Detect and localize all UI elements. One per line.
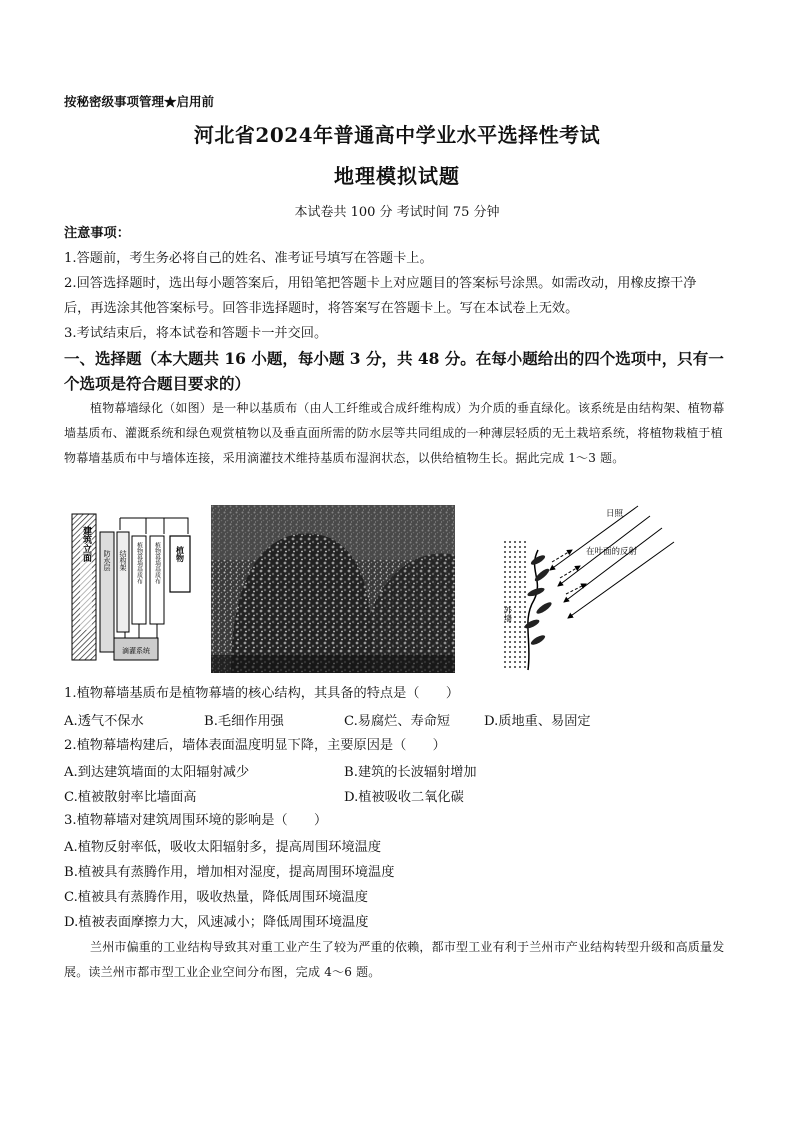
question-1-stem: 1.植物幕墙基质布是植物幕墙的核心结构，其具备的特点是（ ） — [64, 686, 460, 701]
exam-title: 河北省2024年普通高中学业水平选择性考试 — [193, 123, 601, 147]
notice-item-1: 1.答题前，考生务必将自己的姓名、准考证号填写在答题卡上。 — [64, 251, 433, 266]
notice-heading: 注意事项： — [64, 226, 130, 241]
q2-option-d[interactable]: D.植被吸收二氧化碳 — [344, 790, 464, 805]
sunlight-label: 日照 — [606, 509, 624, 519]
intro-paragraph-2: 兰州市偏重的工业结构导致其对重工业产生了较为严重的依赖，都市型工业有利于兰州市产业结构转型升级和高质量发展。读兰州市都市型工业企业空间分布图，完成 4～6 题。 — [64, 940, 725, 979]
frame-label: 结构架 — [119, 550, 127, 571]
reflection-label: 在叶面的反射 — [586, 547, 638, 557]
question-3-stem: 3.植物幕墙对建筑周围环境的影响是（ ） — [64, 813, 328, 828]
notice-item-2: 2.回答选择题时，选出每小题答案后，用铅笔把答题卡上对应题目的答案标号涂黑。如需改动，用橡皮擦干净 — [64, 276, 697, 291]
q1-option-d[interactable]: D.质地重、易固定 — [484, 714, 591, 729]
fabric-label-a: 植物幕墙基质布 — [135, 542, 143, 584]
q3-option-c[interactable]: C.植被具有蒸腾作用，吸收热量，降低周围环境温度 — [64, 890, 368, 905]
q3-option-d[interactable]: D.植被表面摩擦力大，风速减小；降低周围环境温度 — [64, 915, 369, 930]
notice-item-2-cont: 后，再选涂其他答案标号。回答非选择题时，将答案写在答题卡上。写在本试卷上无效。 — [64, 301, 579, 316]
section-heading-line2: 个选项是符合题目要求的） — [64, 374, 251, 393]
exam-subject: 地理模拟试题 — [334, 164, 460, 188]
figure-green-wall-photo — [211, 505, 455, 673]
section-heading-line1: 一、选择题（本大题共 16 小题，每小题 3 分，共 48 分。在每小题给出的四个选项中，只有一 — [64, 349, 724, 368]
notice-item-3: 3.考试结束后，将本试卷和答题卡一并交回。 — [64, 326, 328, 341]
q1-option-a[interactable]: A.透气不保水 — [64, 714, 144, 729]
plant-label: 植物 — [175, 546, 185, 562]
secret-label: 按秘密级事项管理★启用前 — [64, 94, 215, 109]
q1-option-b[interactable]: B.毛细作用强 — [204, 714, 284, 729]
exam-meta: 本试卷共 100 分 考试时间 75 分钟 — [294, 205, 500, 220]
figure-structure-diagram — [70, 510, 200, 665]
q3-option-a[interactable]: A.植物反射率低，吸收太阳辐射多，提高周围环境温度 — [64, 840, 382, 855]
q3-option-b[interactable]: B.植被具有蒸腾作用，增加相对湿度，提高周围环境温度 — [64, 865, 395, 880]
q1-option-c[interactable]: C.易腐烂、寿命短 — [344, 714, 451, 729]
q2-option-b[interactable]: B.建筑的长波辐射增加 — [344, 765, 477, 780]
fabric-label-b: 植物幕墙基质布 — [153, 542, 161, 584]
figure-radiation-diagram — [488, 500, 678, 672]
q2-option-a[interactable]: A.到达建筑墙面的太阳辐射减少 — [64, 765, 250, 780]
outer-wall-label: 外墙 — [503, 606, 513, 622]
irrigation-label: 滴灌系统 — [122, 647, 150, 655]
waterproof-label: 防水层 — [103, 550, 111, 571]
wall-label: 建筑立面 — [81, 526, 91, 562]
q2-option-c[interactable]: C.植被散射率比墙面高 — [64, 790, 197, 805]
intro-paragraph-1: 植物幕墙绿化（如图）是一种以基质布（由人工纤维或合成纤维构成）为介质的垂直绿化。该系统是由结构架、植物幕墙基质布、灌溉系统和绿色观赏植物以及垂直面所需的防水层等共同组成的一种薄层轻质的无土栽培系统，将植物栽植于植物幕墙基质布中与墙体连接，采用滴灌技术维持基质布湿润状态，以供给植物生长。据此完成 1～3 题。 — [64, 401, 725, 465]
question-2-stem: 2.植物幕墙构建后，墙体表面温度明显下降，主要原因是（ ） — [64, 738, 446, 753]
